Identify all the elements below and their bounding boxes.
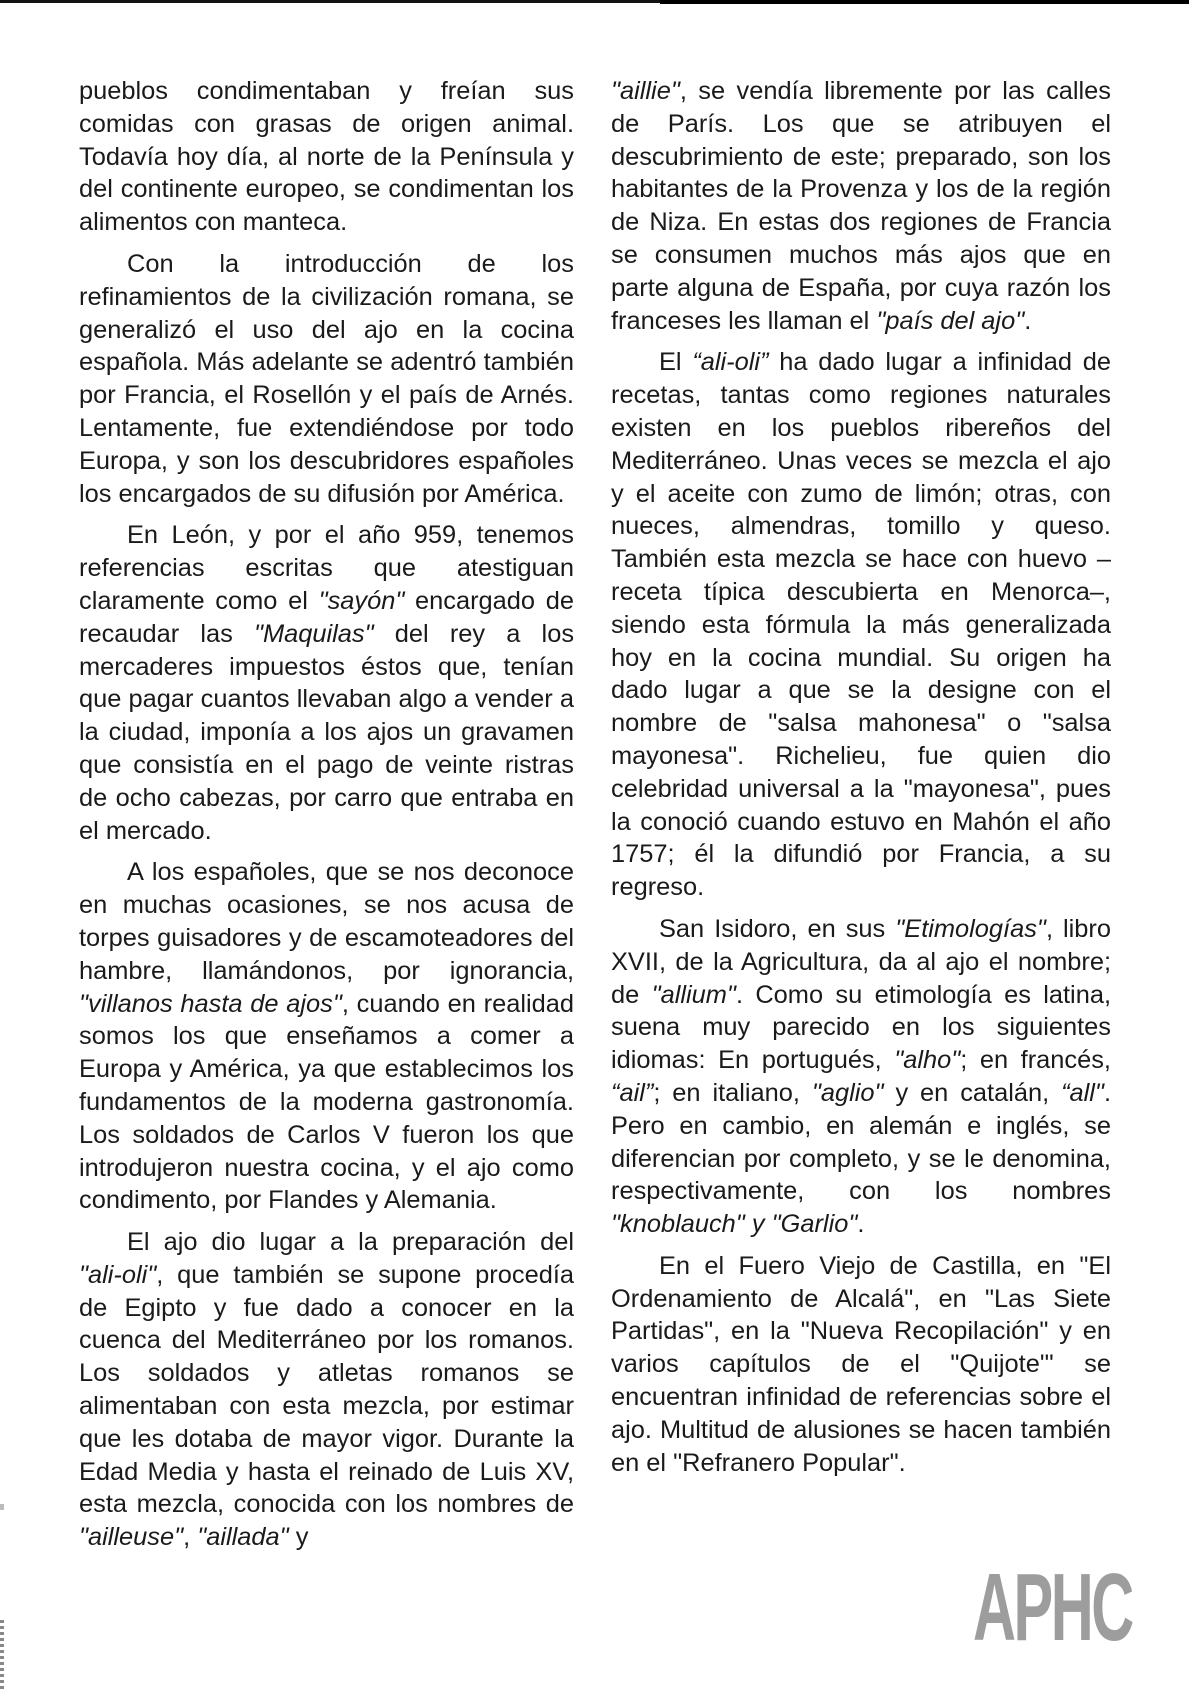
right-text-column xyxy=(611,75,1111,1488)
text-run: del rey a los mercaderes impuestos éstos que, tenían que pagar cuantos llevaban algo a vender a la ciudad, imponía a los ajos un gravamen que consistía en el pago de veinte ristras de ocho cabezas, por carro que entraba en el mercado. xyxy=(79,619,575,845)
text-run: ; en francés, xyxy=(960,1046,1111,1075)
italic-quote: "aillie" xyxy=(611,77,680,105)
text-run: , se vendía libremente por las calles de París. Los que se atribuyen el descubrimiento de este; preparado, son los habitantes de la Provenza y los de la región de Niza. En estas dos regiones de Francia se consumen muchos más ajos que en parte alguna de España, por cuya razón los franceses les llaman el xyxy=(611,77,1111,335)
text-run: , que también se supone procedía de Egipto y fue dado a conocer en la cuenca del Mediterráneo por los romanos. Los soldados y atletas romanos se alimentaban con esta mezcla, por estimar que les dotaba de mayor vigor. Durante la Edad Media y hasta el reinado de Luis XV, esta mezcla, conocida con los nombres de xyxy=(79,1260,574,1519)
text-run: . xyxy=(857,1210,865,1239)
text-run: En León, y por el año 959, tenemos referencias escritas que atestiguan claramente como el xyxy=(79,521,574,615)
text-run: pueblos condimentaban y freían sus comidas con grasas de origen animal. Todavía hoy día, al norte de la Península y del continente europeo, se condimentan los alimentos con manteca. xyxy=(79,77,574,237)
text-run: A los españoles, que se nos deconoce en muchas ocasiones, se nos acusa de torpes guisadores y de escamoteadores del hambre, llamándonos, por ignorancia, xyxy=(79,858,574,985)
text-run: En el Fuero Viejo de Castilla, en "El Ordenamiento de Alcalá", en "Las Siete Partidas", en la "Nueva Recopilación" y en varios capítulos de el "Quijote'" se encuentran infinidad de referencias sobre el ajo. Multitud de alusiones se hacen también en el "Refranero Popular". xyxy=(611,1251,1111,1477)
italic-quote: "Etimologías" xyxy=(895,914,1046,943)
paragraph xyxy=(611,346,1111,904)
italic-quote: "allium" xyxy=(651,980,736,1009)
italic-quote: "ali-oli" xyxy=(79,1260,157,1289)
text-run: . Pero en cambio, en alemán e inglés, se diferencian por completo, y se le denomina, respectivamente, con los nombres xyxy=(611,1078,1111,1206)
text-run: San Isidoro, en sus xyxy=(659,914,896,943)
italic-quote: “ail” xyxy=(611,1078,654,1107)
left-text-column xyxy=(79,75,574,1563)
top-page-edge-rule xyxy=(0,0,1189,3)
italic-quote: "país del ajo" xyxy=(876,306,1025,335)
italic-quote: "Maquilas" xyxy=(254,619,374,648)
text-run: , libro XVII, de la Agricultura, da al ajo el nombre; de xyxy=(611,914,1111,1009)
paragraph xyxy=(79,248,574,510)
scan-edge-mark xyxy=(0,1620,4,1690)
italic-quote: "ailleuse" xyxy=(79,1523,184,1552)
paragraph xyxy=(611,1250,1111,1480)
text-run: El xyxy=(659,348,693,377)
italic-quote: "sayón" xyxy=(318,586,405,615)
text-run: , cuando en realidad somos los que enseñamos a comer a Europa y América, ya que establecimos los fundamentos de la moderna gastronomía. Los soldados de Carlos V fueron los que introdujeron nuestra cocina, y el ajo como condimento, por Flandes y Alemania. xyxy=(79,989,574,1215)
text-run: ; en italiano, xyxy=(653,1078,812,1107)
text-run: ha dado lugar a infinidad de recetas, tantas como regiones naturales existen en los pueblos ribereños del Mediterráneo. Unas veces se mezcla el ajo y el aceite con zumo de limón; otras, con nueces, almendras, tomillo y queso. También esta mezcla se hace con huevo –receta típica descubierta en Menorca–, siendo esta fórmula la más generalizada hoy en la cocina mundial. Su origen ha dado lugar a que se la designe con el nombre de "salsa mahonesa" o "salsa mayonesa". Richelieu, fue quien dio celebridad universal a la "mayonesa", pues la conoció cuando estuvo en Mahón el año 1757; él la difundió por Francia, a su regreso. xyxy=(611,348,1111,902)
paragraph xyxy=(79,519,574,847)
italic-quote: “all" xyxy=(1061,1078,1104,1107)
italic-quote: "aglio" xyxy=(811,1078,884,1107)
paragraph xyxy=(79,75,574,239)
paragraph xyxy=(79,1226,574,1554)
italic-quote: "aillada" xyxy=(197,1523,289,1552)
italic-quote: “ali-oli” xyxy=(692,348,769,377)
text-run: Con la introducción de los refinamientos de la civilización romana, se generalizó el uso del ajo en la cocina española. Más adelante se adentró también por Francia, el Rosellón y el país de Arnés. Lentamente, fue extendiéndose por todo Europa, y son los descubridores españoles los encargados de su difusión por América. xyxy=(79,249,574,508)
aphc-watermark: APHC xyxy=(973,1554,1132,1661)
italic-quote: "knoblauch" y "Garlio" xyxy=(611,1210,858,1239)
text-run: encargado de recaudar las xyxy=(79,586,574,648)
italic-quote: "villanos hasta de ajos" xyxy=(79,989,342,1018)
paragraph xyxy=(611,75,1111,337)
text-run: y xyxy=(288,1523,309,1552)
italic-quote: "alho" xyxy=(894,1046,961,1075)
text-run: . xyxy=(1024,306,1032,335)
text-run: y en catalán, xyxy=(883,1078,1062,1107)
paragraph xyxy=(79,856,574,1217)
text-run: El ajo dio lugar a la preparación del xyxy=(127,1228,574,1257)
text-run: . Como su etimología es latina, suena muy parecido en los siguientes idiomas: En portugués, xyxy=(611,980,1111,1075)
paragraph xyxy=(611,913,1111,1241)
text-run: , xyxy=(183,1523,198,1552)
scan-edge-speck xyxy=(0,1504,4,1510)
